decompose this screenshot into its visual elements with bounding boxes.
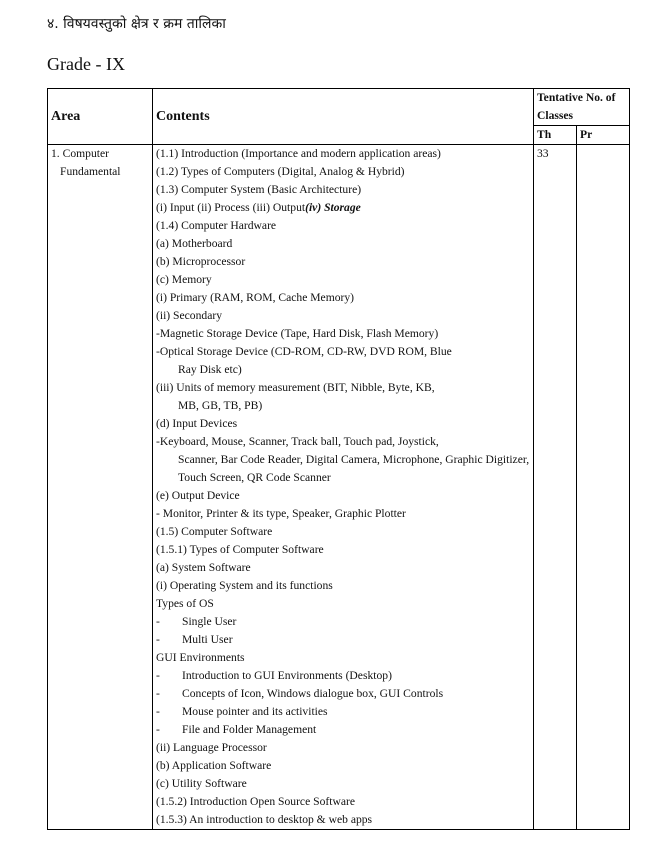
content-text: -Magnetic Storage Device (Tape, Hard Disk, Flash Memory): [156, 327, 439, 340]
content-text: (1.5.3) An introduction to desktop & web apps: [156, 813, 373, 826]
contents-list: [156, 145, 530, 829]
content-item: [156, 253, 530, 271]
content-item: [156, 325, 530, 343]
pr-cell: [577, 145, 630, 830]
content-continuation: Ray Disk etc): [178, 363, 242, 376]
content-text: (e) Output Device: [156, 489, 240, 502]
content-item: [156, 145, 530, 163]
content-item: [156, 235, 530, 253]
content-item: [156, 739, 530, 757]
content-item: [156, 703, 530, 721]
content-item: [156, 631, 530, 649]
content-text: (1.5) Computer Software: [156, 525, 273, 538]
content-text: (a) System Software: [156, 561, 251, 574]
content-item: [156, 379, 530, 415]
content-text: Concepts of Icon, Windows dialogue box, GUI Controls: [182, 687, 444, 700]
content-item: [156, 523, 530, 541]
content-text: (ii) Language Processor: [156, 741, 267, 754]
content-text: Mouse pointer and its activities: [182, 705, 328, 718]
content-table: [47, 88, 630, 830]
content-item: [156, 415, 530, 433]
content-item: [156, 667, 530, 685]
header-pr: Pr: [577, 126, 630, 145]
bullet-dash: -: [156, 705, 160, 718]
content-item: [156, 721, 530, 739]
grade-title: Grade - IX: [47, 54, 125, 74]
content-text: File and Folder Management: [182, 723, 317, 736]
content-text: -Optical Storage Device (CD-ROM, CD-RW, DVD ROM, Blue: [156, 345, 452, 358]
content-item: [156, 775, 530, 793]
content-item: [156, 757, 530, 775]
content-text: (1.1) Introduction (Importance and modern application areas): [156, 147, 441, 160]
content-item: [156, 505, 530, 523]
header-area: Area: [48, 89, 153, 145]
content-item: [156, 685, 530, 703]
content-item: [156, 487, 530, 505]
header-th: Th: [534, 126, 577, 145]
content-text: (c) Memory: [156, 273, 212, 286]
content-item: [156, 541, 530, 559]
content-item: [156, 559, 530, 577]
area-cell: [48, 145, 153, 830]
section-heading: ४. विषयवस्तुको क्षेत्र र क्रम तालिका: [47, 16, 226, 32]
bullet-dash: -: [156, 633, 160, 646]
content-text: GUI Environments: [156, 651, 245, 664]
content-item: [156, 271, 530, 289]
content-item: [156, 649, 530, 667]
content-text: (1.2) Types of Computers (Digital, Analog & Hybrid): [156, 165, 405, 178]
th-cell: 33: [534, 145, 577, 830]
content-text: (d) Input Devices: [156, 417, 238, 430]
content-text: Introduction to GUI Environments (Desktop): [182, 669, 392, 682]
bullet-dash: -: [156, 615, 160, 628]
content-item: [156, 343, 530, 379]
content-continuation: MB, GB, TB, PB): [178, 399, 263, 412]
content-item: [156, 307, 530, 325]
content-text: (a) Motherboard: [156, 237, 233, 250]
header-row: [48, 89, 630, 126]
content-text: (i) Operating System and its functions: [156, 579, 333, 592]
contents-cell: [153, 145, 534, 830]
header-tentative: Tentative No. of Classes: [534, 89, 630, 126]
content-text: Types of OS: [156, 597, 214, 610]
content-item: [156, 613, 530, 631]
content-item: [156, 289, 530, 307]
content-text: Multi User: [182, 633, 233, 646]
content-text: (1.5.2) Introduction Open Source Software: [156, 795, 355, 808]
area-line2: Fundamental: [60, 165, 121, 178]
content-text: (1.5.1) Types of Computer Software: [156, 543, 324, 556]
content-text: (iii) Units of memory measurement (BIT, Nibble, Byte, KB,: [156, 381, 435, 394]
content-item: [156, 217, 530, 235]
content-text: Single User: [182, 615, 237, 628]
content-text: (ii) Secondary: [156, 309, 222, 322]
content-text: -Keyboard, Mouse, Scanner, Track ball, Touch pad, Joystick,: [156, 435, 439, 448]
bullet-dash: -: [156, 687, 160, 700]
content-continuation: Scanner, Bar Code Reader, Digital Camera, Microphone, Graphic Digitizer, Touch Screen, QR Code Scanner: [178, 453, 530, 484]
content-item: [156, 433, 530, 487]
header-contents: Contents: [153, 89, 534, 145]
content-item: [156, 199, 530, 217]
content-item: [156, 793, 530, 811]
content-item: [156, 811, 530, 829]
content-text: (i) Primary (RAM, ROM, Cache Memory): [156, 291, 355, 304]
table-row: [48, 145, 630, 830]
content-text: (1.4) Computer Hardware: [156, 219, 277, 232]
content-text: (b) Microprocessor: [156, 255, 246, 268]
content-text: (1.3) Computer System (Basic Architecture): [156, 183, 362, 196]
content-text: (i) Input (ii) Process (iii) Output: [156, 201, 306, 214]
content-item: [156, 163, 530, 181]
content-item: [156, 595, 530, 613]
content-text: (b) Application Software: [156, 759, 272, 772]
content-item: [156, 577, 530, 595]
content-text: - Monitor, Printer & its type, Speaker, Graphic Plotter: [156, 507, 406, 520]
bullet-dash: -: [156, 669, 160, 682]
area-line1: 1. Computer: [51, 147, 109, 160]
bullet-dash: -: [156, 723, 160, 736]
content-emphasis: (iv) Storage: [305, 201, 361, 214]
content-text: (c) Utility Software: [156, 777, 247, 790]
content-item: [156, 181, 530, 199]
